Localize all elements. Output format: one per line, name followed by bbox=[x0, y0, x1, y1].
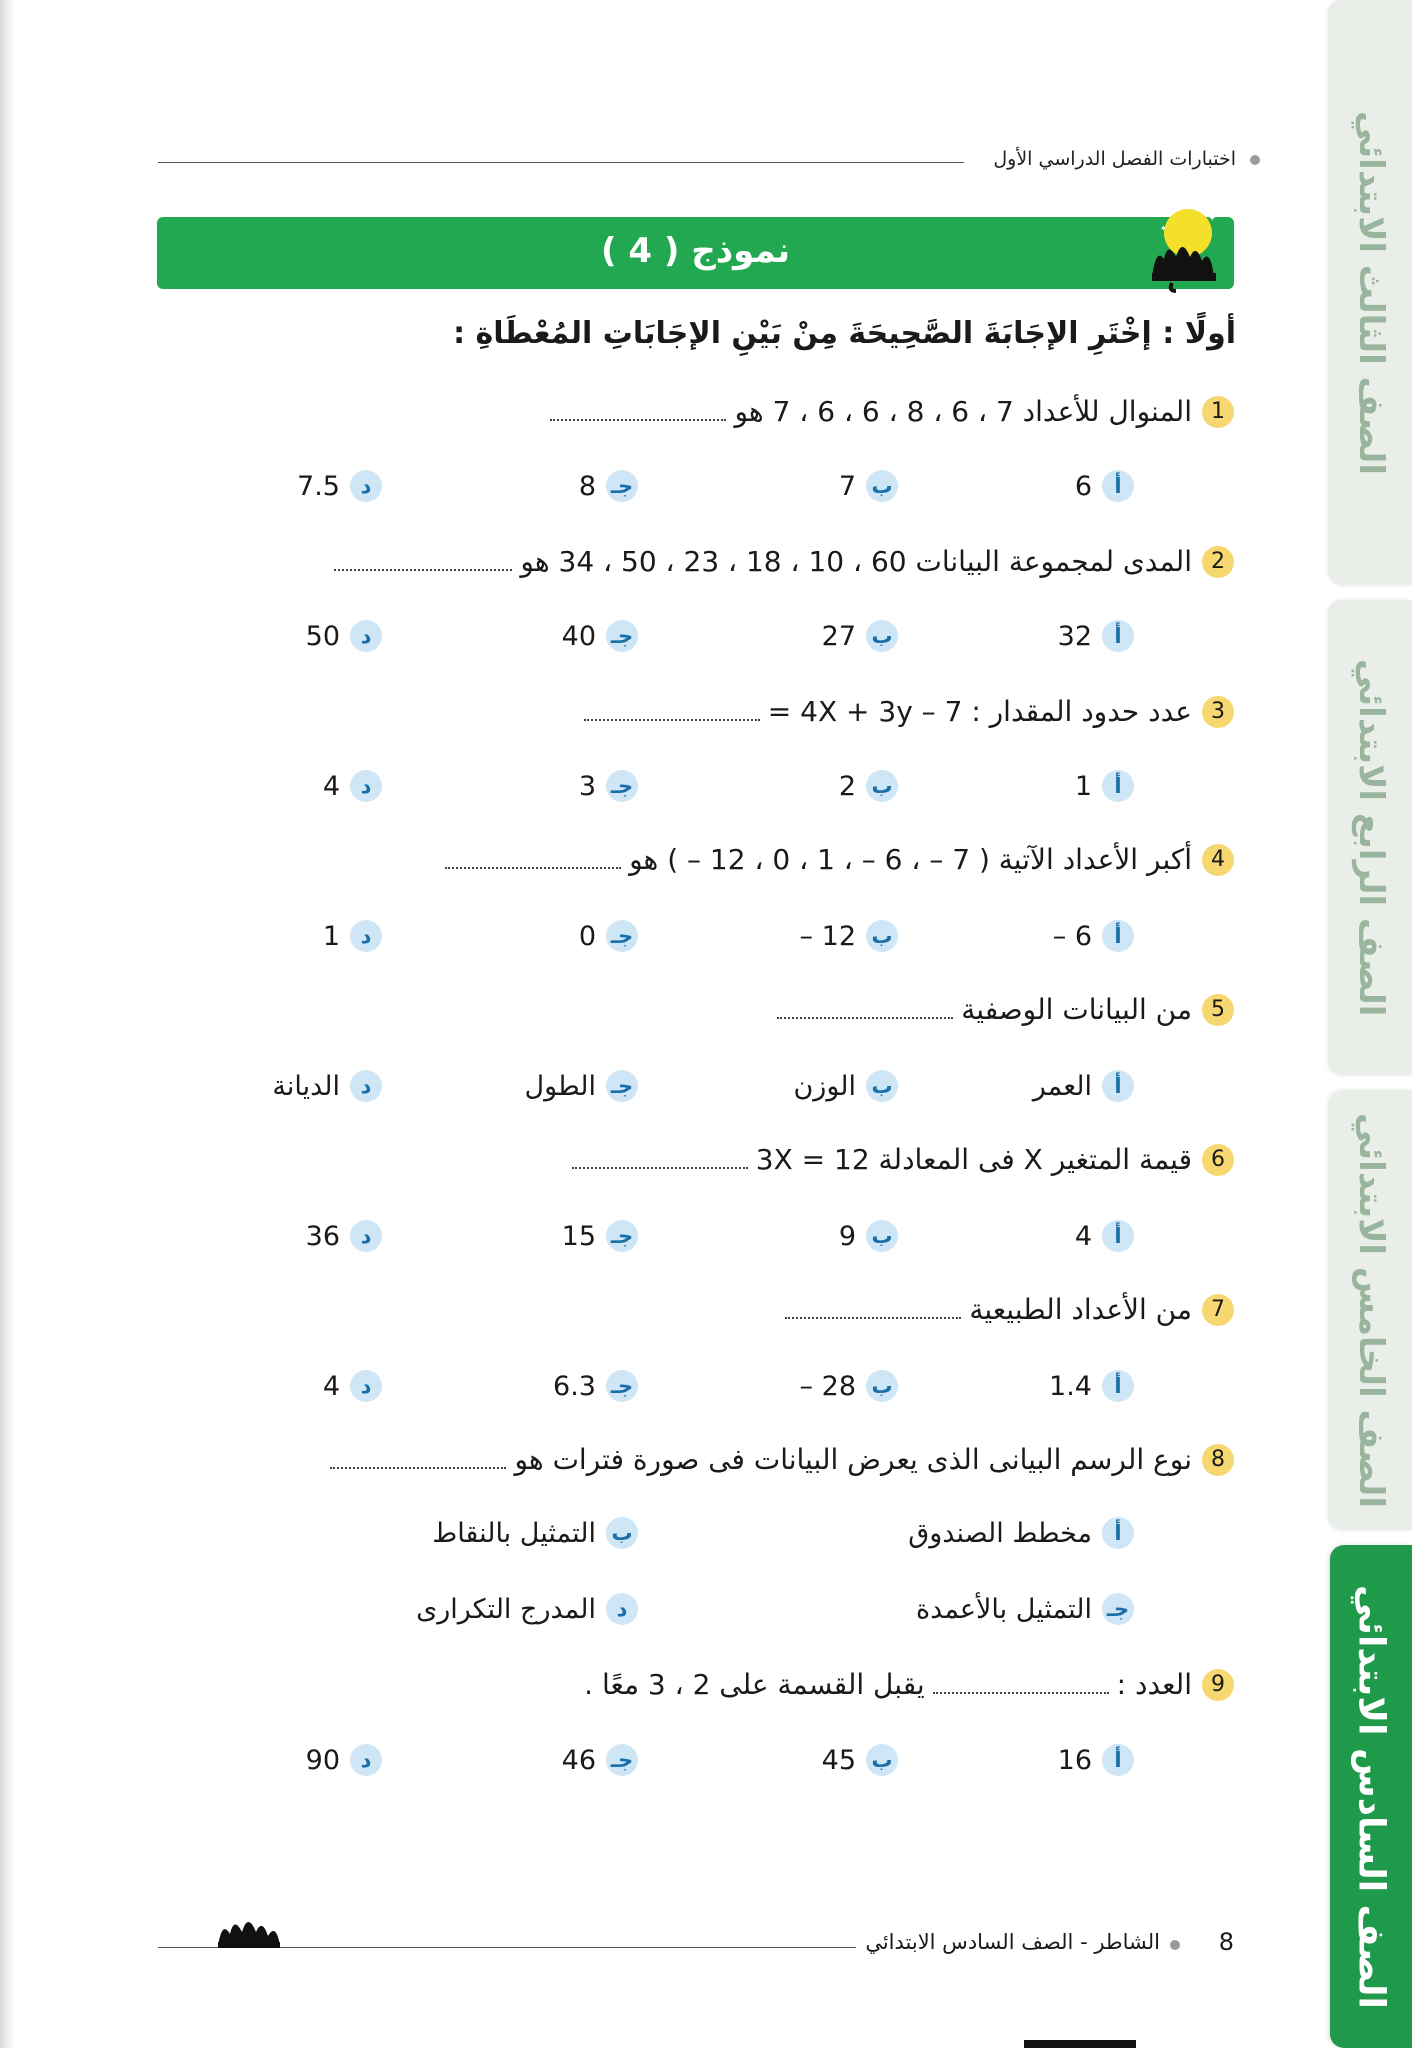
option-letter: د bbox=[350, 770, 382, 802]
question-number: 6 bbox=[1202, 1144, 1234, 1176]
option-a[interactable] bbox=[1058, 620, 1134, 652]
option-value: 45 bbox=[821, 1744, 856, 1776]
option-letter: جـ bbox=[606, 1744, 638, 1776]
option-value: 7.5 bbox=[297, 470, 340, 502]
option-letter: د bbox=[350, 1744, 382, 1776]
option-a[interactable] bbox=[908, 1517, 1134, 1549]
option-b[interactable] bbox=[839, 770, 898, 802]
option-value: 27 bbox=[821, 620, 856, 652]
option-value: 6.3 bbox=[553, 1370, 596, 1402]
option-letter: د bbox=[350, 1220, 382, 1252]
question-number: 7 bbox=[1202, 1294, 1234, 1326]
answer-blank[interactable] bbox=[550, 403, 726, 421]
side-tab-label: الصف السادس الابتدائي bbox=[1350, 1584, 1392, 2009]
option-d[interactable] bbox=[323, 920, 382, 952]
option-letter: جـ bbox=[606, 620, 638, 652]
option-d[interactable] bbox=[416, 1593, 638, 1625]
option-a[interactable] bbox=[1033, 1070, 1134, 1102]
option-b[interactable] bbox=[839, 470, 898, 502]
answer-blank[interactable] bbox=[334, 553, 512, 571]
answer-blank[interactable] bbox=[777, 1001, 953, 1019]
option-letter: أ bbox=[1102, 470, 1134, 502]
option-letter: د bbox=[350, 620, 382, 652]
option-letter: جـ bbox=[606, 1370, 638, 1402]
header-bullet bbox=[1250, 155, 1260, 165]
question-text: المنوال للأعداد 7 ، 6 ، 8 ، 6 ، 6 ، 7 هو bbox=[734, 395, 1192, 428]
brand-logo-icon bbox=[1142, 207, 1222, 293]
option-letter: أ bbox=[1102, 1070, 1134, 1102]
option-a[interactable] bbox=[1058, 1744, 1134, 1776]
option-b[interactable] bbox=[839, 1220, 898, 1252]
question-text: من البيانات الوصفية bbox=[961, 993, 1192, 1026]
option-letter: د bbox=[350, 470, 382, 502]
option-letter: أ bbox=[1102, 1220, 1134, 1252]
question-number: 9 bbox=[1202, 1669, 1234, 1701]
option-value: الديانة bbox=[272, 1070, 340, 1102]
option-letter: أ bbox=[1102, 920, 1134, 952]
option-value: 3 bbox=[578, 770, 596, 802]
option-letter: أ bbox=[1102, 1744, 1134, 1776]
option-c[interactable] bbox=[916, 1593, 1134, 1625]
option-b[interactable] bbox=[793, 1070, 898, 1102]
option-value: 28 – bbox=[799, 1370, 856, 1402]
option-value: العمر bbox=[1032, 1070, 1092, 1102]
option-value: 46 bbox=[561, 1744, 596, 1776]
footer-bullet bbox=[1170, 1940, 1180, 1950]
grade-side-tabs bbox=[1326, 0, 1412, 2048]
option-letter: جـ bbox=[1102, 1593, 1134, 1625]
question-text: نوع الرسم البيانى الذى يعرض البيانات فى صورة فترات هو bbox=[514, 1443, 1192, 1476]
option-letter: جـ bbox=[606, 920, 638, 952]
option-letter: ب bbox=[866, 620, 898, 652]
svg-text:✦: ✦ bbox=[1160, 224, 1167, 233]
option-value: 32 bbox=[1057, 620, 1092, 652]
option-b[interactable] bbox=[432, 1517, 638, 1549]
option-value: 90 bbox=[305, 1744, 340, 1776]
question-number: 1 bbox=[1202, 396, 1234, 428]
option-b[interactable] bbox=[822, 1744, 898, 1776]
option-d[interactable] bbox=[306, 1744, 382, 1776]
option-letter: د bbox=[350, 920, 382, 952]
question-number: 8 bbox=[1202, 1444, 1234, 1476]
question-8 bbox=[322, 1443, 1234, 1476]
header-rule bbox=[158, 162, 964, 163]
section-title: أولًا : إخْتَرِ الإجَابَةَ الصَّحِيحَةَ مِنْ بَيْنِ الإجَابَاتِ المُعْطَاةِ : bbox=[453, 316, 1236, 351]
option-c[interactable] bbox=[562, 1744, 638, 1776]
option-letter: ب bbox=[866, 1744, 898, 1776]
page-edge-shadow bbox=[0, 0, 14, 2048]
question-number: 4 bbox=[1202, 844, 1234, 876]
option-b[interactable] bbox=[822, 620, 898, 652]
option-value: 7 bbox=[838, 470, 856, 502]
side-tab-grade-3[interactable] bbox=[1330, 0, 1412, 585]
option-value: التمثيل بالأعمدة bbox=[916, 1593, 1092, 1625]
answer-blank[interactable] bbox=[330, 1451, 506, 1469]
side-tab-grade-4[interactable] bbox=[1330, 600, 1412, 1075]
option-value: 4 bbox=[1074, 1220, 1092, 1252]
side-tab-label: الصف الثالث الابتدائي bbox=[1351, 110, 1391, 475]
model-banner bbox=[157, 213, 1234, 289]
option-value: المدرج التكرارى bbox=[416, 1593, 596, 1625]
option-d[interactable] bbox=[323, 1370, 382, 1402]
option-c[interactable] bbox=[553, 1370, 638, 1402]
option-letter: ب bbox=[866, 770, 898, 802]
option-c[interactable] bbox=[579, 920, 638, 952]
answer-blank[interactable] bbox=[572, 1151, 748, 1169]
option-value: 15 bbox=[561, 1220, 596, 1252]
option-value: الطول bbox=[524, 1070, 596, 1102]
answer-blank[interactable] bbox=[785, 1301, 961, 1319]
option-value: مخطط الصندوق bbox=[908, 1517, 1092, 1549]
option-d[interactable] bbox=[272, 1070, 382, 1102]
option-letter: أ bbox=[1102, 770, 1134, 802]
option-c[interactable] bbox=[562, 1220, 638, 1252]
option-a[interactable] bbox=[1075, 470, 1134, 502]
option-c[interactable] bbox=[562, 620, 638, 652]
option-value: 2 bbox=[838, 770, 856, 802]
option-b[interactable] bbox=[800, 920, 898, 952]
side-tab-grade-6[interactable] bbox=[1330, 1545, 1412, 2048]
option-value: 40 bbox=[561, 620, 596, 652]
question-4 bbox=[437, 843, 1234, 876]
question-text: العدد : bbox=[1116, 1668, 1192, 1701]
question-number: 3 bbox=[1202, 696, 1234, 728]
answer-blank[interactable] bbox=[933, 1676, 1109, 1694]
option-letter: ب bbox=[866, 920, 898, 952]
question-number: 2 bbox=[1202, 546, 1234, 578]
option-value: 50 bbox=[305, 620, 340, 652]
option-letter: د bbox=[606, 1593, 638, 1625]
answer-blank[interactable] bbox=[584, 703, 760, 721]
option-c[interactable] bbox=[525, 1070, 638, 1102]
page-number: 8 bbox=[1218, 1928, 1234, 1956]
option-letter: ب bbox=[866, 1370, 898, 1402]
option-value: 12 – bbox=[799, 920, 856, 952]
side-tab-label: الصف الرابع الابتدائي bbox=[1351, 658, 1391, 1017]
option-letter: جـ bbox=[606, 470, 638, 502]
footer-text: الشاطر - الصف السادس الابتدائي bbox=[865, 1930, 1160, 1954]
option-d[interactable] bbox=[323, 770, 382, 802]
option-b[interactable] bbox=[800, 1370, 898, 1402]
option-value: 6 – bbox=[1052, 920, 1092, 952]
option-letter: جـ bbox=[606, 1070, 638, 1102]
option-letter: د bbox=[350, 1070, 382, 1102]
option-value: 0 bbox=[578, 920, 596, 952]
answer-blank[interactable] bbox=[445, 851, 621, 869]
option-value: الوزن bbox=[793, 1070, 856, 1102]
option-value: 8 bbox=[578, 470, 596, 502]
option-letter: جـ bbox=[606, 1220, 638, 1252]
option-value: 16 bbox=[1057, 1744, 1092, 1776]
question-text-end: يقبل القسمة على 2 ، 3 معًا . bbox=[584, 1668, 925, 1701]
option-letter: ب bbox=[866, 1220, 898, 1252]
option-d[interactable] bbox=[306, 1220, 382, 1252]
option-letter: أ bbox=[1102, 1517, 1134, 1549]
question-2 bbox=[326, 545, 1234, 578]
option-value: التمثيل بالنقاط bbox=[432, 1517, 596, 1549]
option-d[interactable] bbox=[297, 470, 382, 502]
option-c[interactable] bbox=[579, 470, 638, 502]
option-a[interactable] bbox=[1053, 920, 1134, 952]
question-7 bbox=[777, 1293, 1234, 1326]
option-value: 4 bbox=[322, 770, 340, 802]
option-value: 1.4 bbox=[1049, 1370, 1092, 1402]
option-value: 1 bbox=[322, 920, 340, 952]
option-letter: جـ bbox=[606, 770, 638, 802]
option-value: 1 bbox=[1074, 770, 1092, 802]
option-value: 9 bbox=[838, 1220, 856, 1252]
question-9 bbox=[584, 1668, 1234, 1701]
banner-title: نموذج ( 4 ) bbox=[600, 231, 791, 271]
svg-text:✦: ✦ bbox=[1208, 213, 1217, 224]
option-a[interactable] bbox=[1049, 1370, 1134, 1402]
option-d[interactable] bbox=[306, 620, 382, 652]
question-6 bbox=[564, 1143, 1234, 1176]
option-c[interactable] bbox=[579, 770, 638, 802]
question-text: عدد حدود المقدار : 7 – 4X + 3y = bbox=[767, 695, 1192, 728]
question-5 bbox=[769, 993, 1234, 1026]
option-value: 36 bbox=[305, 1220, 340, 1252]
option-letter: أ bbox=[1102, 1370, 1134, 1402]
option-a[interactable] bbox=[1075, 770, 1134, 802]
option-letter: ب bbox=[866, 1070, 898, 1102]
option-letter: أ bbox=[1102, 620, 1134, 652]
option-letter: ب bbox=[606, 1517, 638, 1549]
question-3 bbox=[576, 695, 1234, 728]
side-tab-label: الصف الخامس الابتدائي bbox=[1351, 1112, 1391, 1508]
side-tab-grade-5[interactable] bbox=[1330, 1090, 1412, 1530]
question-text: قيمة المتغير X فى المعادلة 3X = 12 bbox=[755, 1143, 1192, 1176]
question-text: المدى لمجموعة البيانات 60 ، 10 ، 18 ، 23 ، 50 ، 34 هو bbox=[520, 545, 1192, 578]
question-text: أكبر الأعداد الآتية ( 7 – ، 6 – ، 1 ، 0 ، 12 – ) هو bbox=[629, 843, 1192, 876]
option-a[interactable] bbox=[1075, 1220, 1134, 1252]
option-value: 6 bbox=[1074, 470, 1092, 502]
option-letter: ب bbox=[866, 470, 898, 502]
question-text: من الأعداد الطبيعية bbox=[969, 1293, 1192, 1326]
bottom-edge-bar bbox=[1024, 2040, 1136, 2048]
question-number: 5 bbox=[1202, 994, 1234, 1026]
option-value: 4 bbox=[322, 1370, 340, 1402]
running-header: اختبارات الفصل الدراسي الأول bbox=[993, 148, 1236, 170]
option-letter: د bbox=[350, 1370, 382, 1402]
question-1 bbox=[542, 395, 1234, 428]
footer-logo-icon bbox=[214, 1906, 284, 1956]
